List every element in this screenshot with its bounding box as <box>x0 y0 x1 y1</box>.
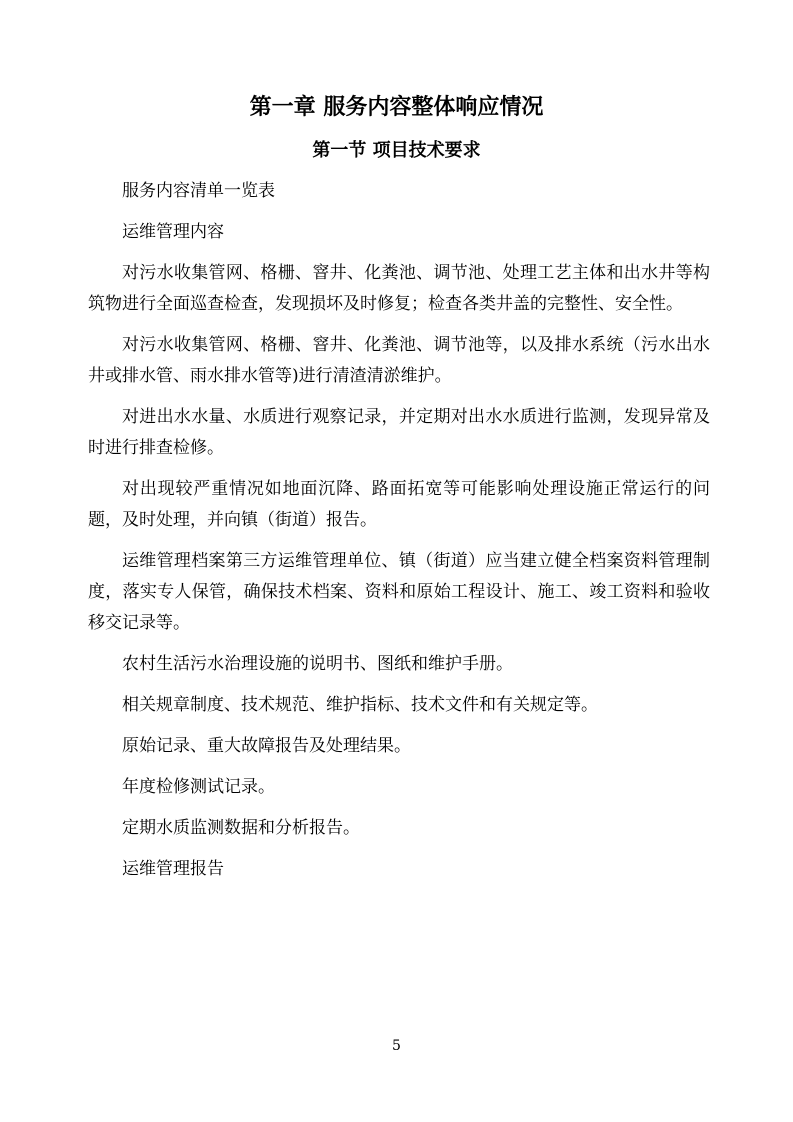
paragraph: 运维管理内容 <box>122 222 224 242</box>
paragraph: 运维管理档案第三方运维管理单位、镇（街道）应当建立健全档案资料管理制度，落实专人保管，确保技术档案、资料和原始工程设计、施工、竣工资料和验收移交记录等。 <box>88 551 710 633</box>
paragraph: 年度检修测试记录。 <box>122 777 275 797</box>
paragraph: 对污水收集管网、格栅、窨井、化粪池、调节池、处理工艺主体和出水井等构筑物进行全面巡查检查，发现损坏及时修复；检查各类井盖的完整性、安全性。 <box>88 263 710 314</box>
paragraph: 相关规章制度、技术规范、维护指标、技术文件和有关规定等。 <box>122 695 598 715</box>
paragraph: 对污水收集管网、格栅、窨井、化粪池、调节池等，以及排水系统（污水出水井或排水管、雨水排水管等)进行清渣清淤维护。 <box>88 335 710 386</box>
paragraph: 原始记录、重大故障报告及处理结果。 <box>122 736 411 756</box>
body-text <box>88 176 710 895</box>
page-number: 5 <box>392 1038 401 1054</box>
paragraph: 定期水质监测数据和分析报告。 <box>122 818 360 838</box>
paragraph: 对出现较严重情况如地面沉降、路面拓宽等可能影响处理设施正常运行的问题，及时处理，并向镇（街道）报告。 <box>88 479 710 530</box>
paragraph: 服务内容清单一览表 <box>122 181 275 201</box>
paragraph: 对进出水水量、水质进行观察记录，并定期对出水水质进行监测，发现异常及时进行排查检修。 <box>88 407 710 458</box>
chapter-title: 第一章 服务内容整体响应情况 <box>249 95 544 120</box>
paragraph: 农村生活污水治理设施的说明书、图纸和维护手册。 <box>122 654 513 674</box>
section-title: 第一节 项目技术要求 <box>312 140 481 161</box>
paragraph: 运维管理报告 <box>122 859 224 879</box>
